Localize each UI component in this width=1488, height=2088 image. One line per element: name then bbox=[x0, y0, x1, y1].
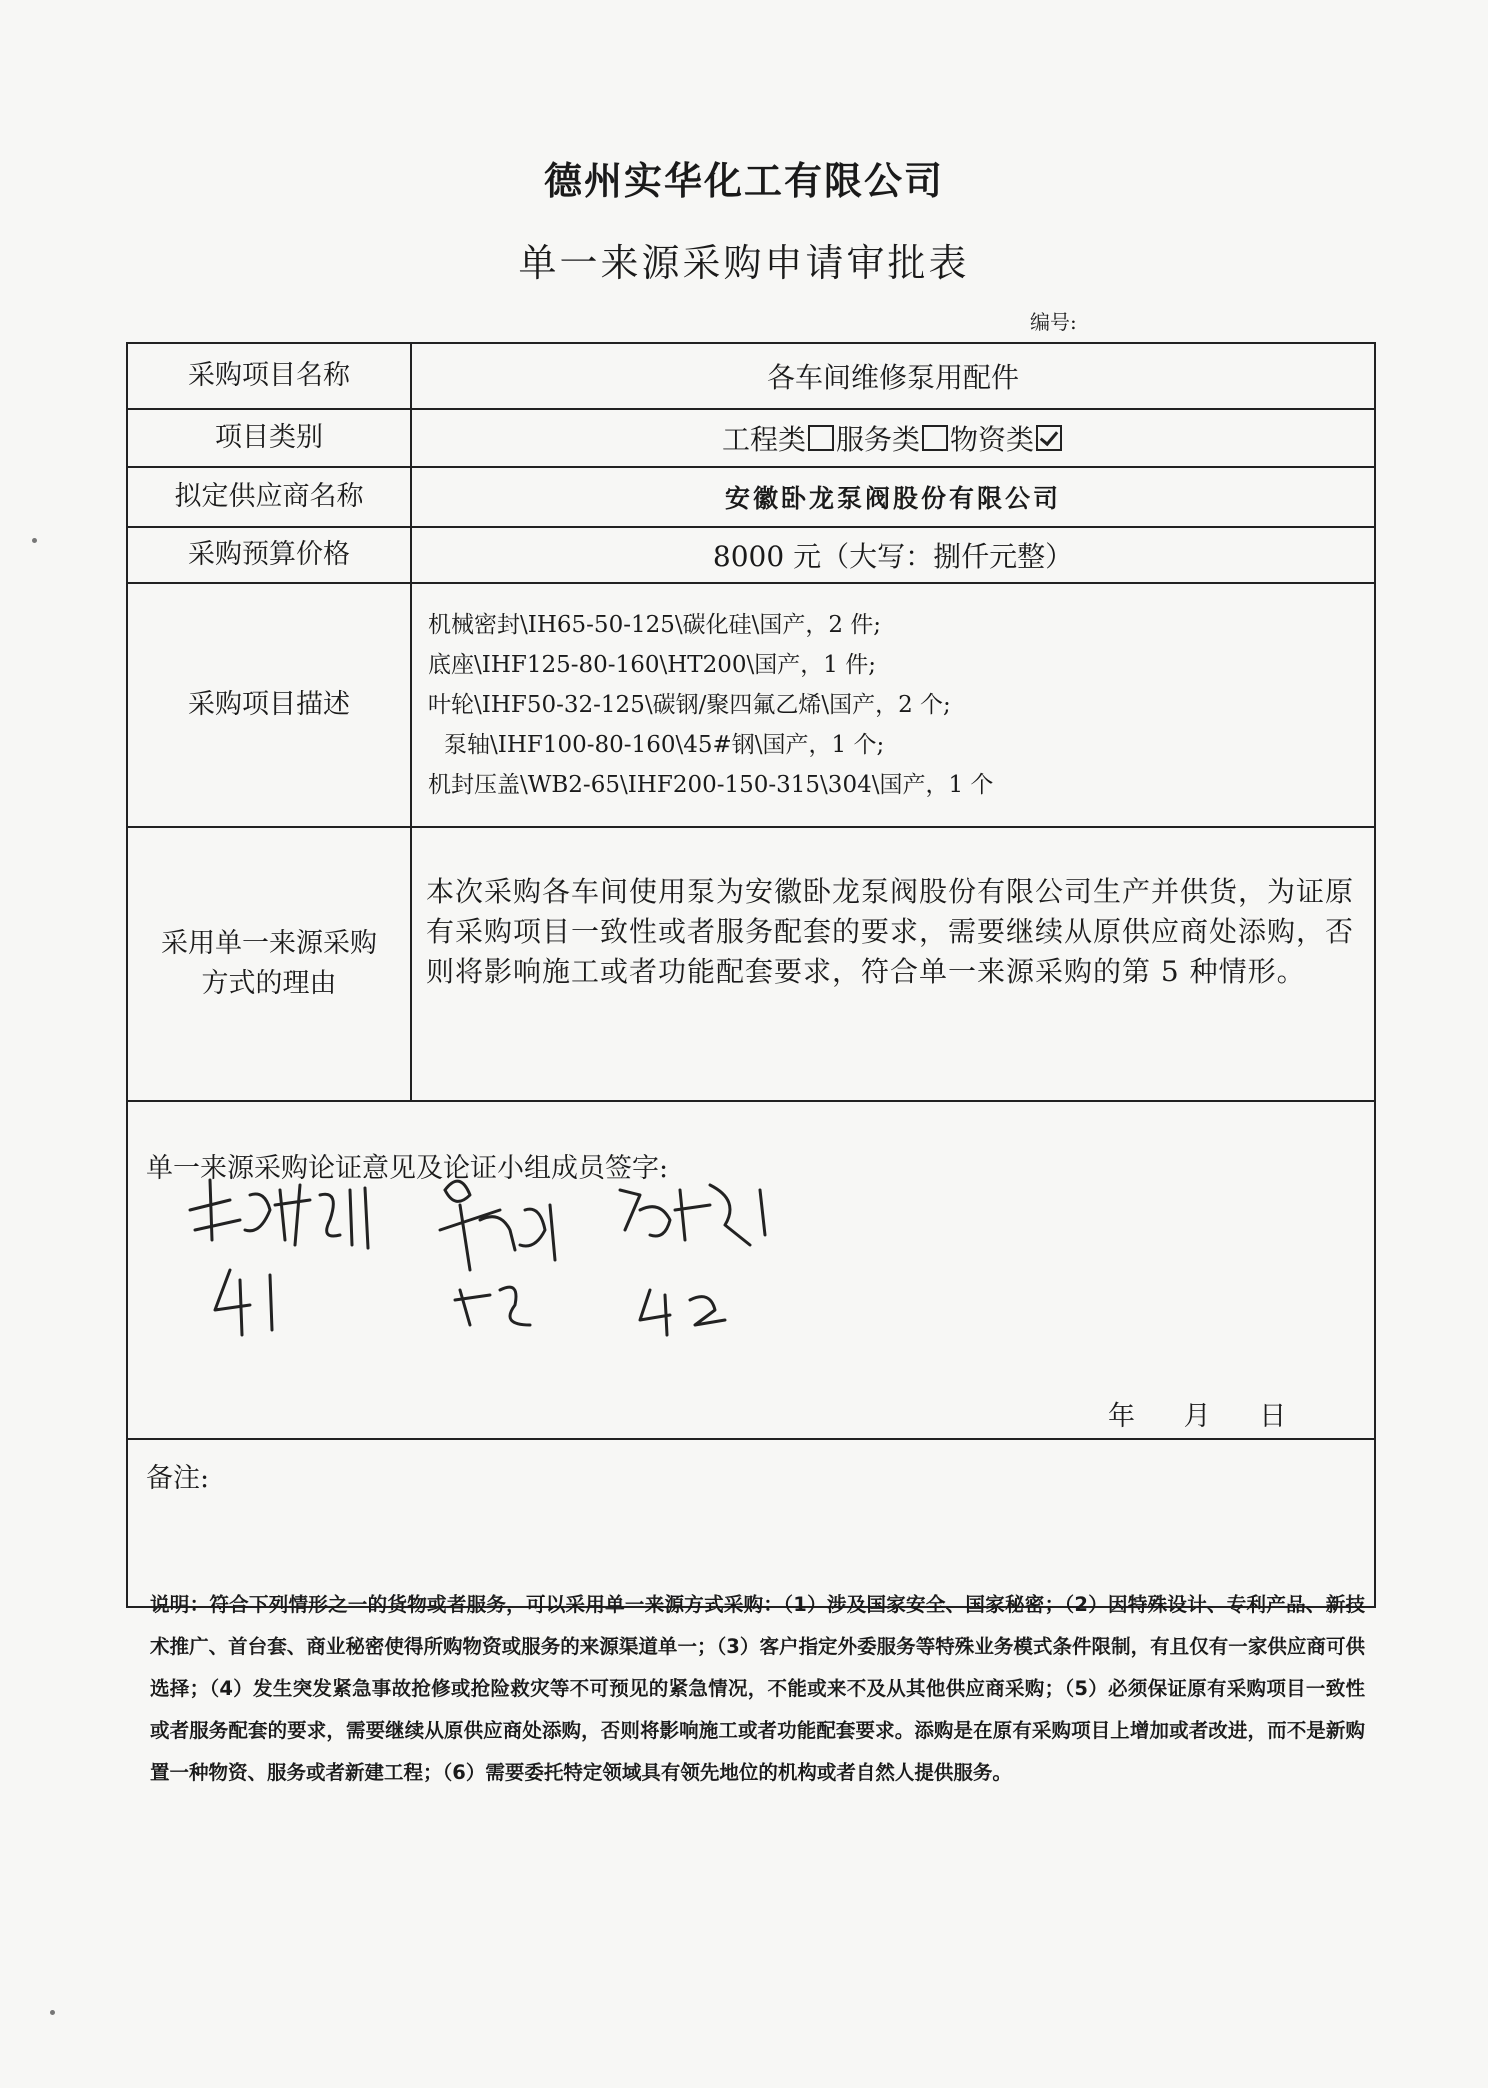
reason-label bbox=[127, 827, 411, 1101]
row-budget bbox=[127, 527, 1375, 583]
row-description bbox=[127, 583, 1375, 827]
row-category bbox=[127, 409, 1375, 467]
remarks-label: 备注: bbox=[146, 1463, 210, 1494]
row-signatures bbox=[127, 1101, 1375, 1439]
category-label: 项目类别 bbox=[127, 409, 411, 467]
remarks-cell bbox=[127, 1439, 1375, 1607]
serial-number bbox=[1030, 306, 1143, 335]
category-option-service: 服务类 bbox=[835, 423, 920, 456]
reason-label-line1: 采用单一来源采购 bbox=[161, 928, 377, 959]
scan-speck bbox=[32, 538, 37, 543]
date-year-label: 年 bbox=[1108, 1401, 1135, 1432]
reason-text-cell bbox=[411, 827, 1375, 1101]
project-name-value: 各车间维修泵用配件 bbox=[411, 343, 1375, 409]
date-day-label: 日 bbox=[1259, 1401, 1287, 1432]
budget-label: 采购预算价格 bbox=[127, 527, 411, 583]
description-item: 泵轴\IHF100-80-160\45#钢\国产，1 个; bbox=[444, 732, 885, 758]
row-supplier bbox=[127, 467, 1375, 527]
supplier-label: 拟定供应商名称 bbox=[127, 467, 411, 527]
row-remarks bbox=[127, 1439, 1375, 1607]
explanatory-note: 说明：符合下列情形之一的货物或者服务，可以采用单一来源方式采购：（1）涉及国家安全、国家秘密；（2）因特殊设计、专利产品、新技术推广、首台套、商业秘密使得所购物资或服务的来源渠道单一；（3）客户指定外委服务等特殊业务模式条件限制，有且仅有一家供应商可供选择；（4）发生突发紧急事故抢修或抢险救灾等不可预见的紧急情况，不能或来不及从其他供应商采购；（5）必须保证原有采购项目一致性或者服务配套的要求，需要继续从原供应商处添购，否则将影响施工或者功能配套要求。添购是在原有采购项目上增加或者改进，而不是新购置一种物资、服务或者新建工程；（6）需要委托特定领域具有领先地位的机构或者自然人提供服务。 bbox=[150, 1593, 1365, 1784]
signatures-label: 单一来源采购论证意见及论证小组成员签字: bbox=[146, 1153, 669, 1184]
category-option-materials: 物资类 bbox=[950, 423, 1035, 456]
description-item: 机械密封\IH65-50-125\碳化硅\国产，2 件; bbox=[428, 612, 882, 638]
description-list bbox=[411, 583, 1375, 827]
signature-date bbox=[1108, 1394, 1326, 1433]
description-label: 采购项目描述 bbox=[127, 583, 411, 827]
project-name-label: 采购项目名称 bbox=[127, 343, 411, 409]
description-item: 底座\IHF125-80-160\HT200\国产，1 件; bbox=[428, 652, 876, 678]
row-reason bbox=[127, 827, 1375, 1101]
date-month-label: 月 bbox=[1183, 1401, 1211, 1432]
signatures-cell bbox=[127, 1101, 1375, 1439]
checkbox-service[interactable] bbox=[922, 425, 948, 451]
description-item: 机封压盖\WB2-65\IHF200-150-315\304\国产，1 个 bbox=[428, 772, 994, 798]
scan-speck bbox=[50, 2010, 55, 2015]
category-options bbox=[411, 409, 1375, 467]
row-project-name bbox=[127, 343, 1375, 409]
description-item: 叶轮\IHF50-32-125\碳钢/聚四氟乙烯\国产，2 个; bbox=[428, 692, 951, 718]
serial-label: 编号: bbox=[1030, 310, 1077, 334]
approval-form-table bbox=[126, 342, 1376, 1608]
reason-label-line2: 方式的理由 bbox=[201, 968, 337, 999]
company-name: 德州实华化工有限公司 bbox=[543, 159, 944, 203]
reason-text: 本次采购各车间使用泵为安徽卧龙泵阀股份有限公司生产并供货，为证原有采购项目一致性或者服务配套的要求，需要继续从原供应商处添购，否则将影响施工或者功能配套要求，符合单一来源采购的第 5 种情形。 bbox=[426, 875, 1355, 988]
checkbox-materials[interactable] bbox=[1036, 425, 1062, 451]
supplier-value: 安徽卧龙泵阀股份有限公司 bbox=[411, 467, 1375, 527]
budget-value: 8000 元（大写：捌仟元整） bbox=[411, 527, 1375, 583]
checkbox-engineering[interactable] bbox=[808, 425, 834, 451]
category-option-engineering: 工程类 bbox=[721, 423, 806, 456]
form-title: 单一来源采购申请审批表 bbox=[518, 241, 970, 285]
